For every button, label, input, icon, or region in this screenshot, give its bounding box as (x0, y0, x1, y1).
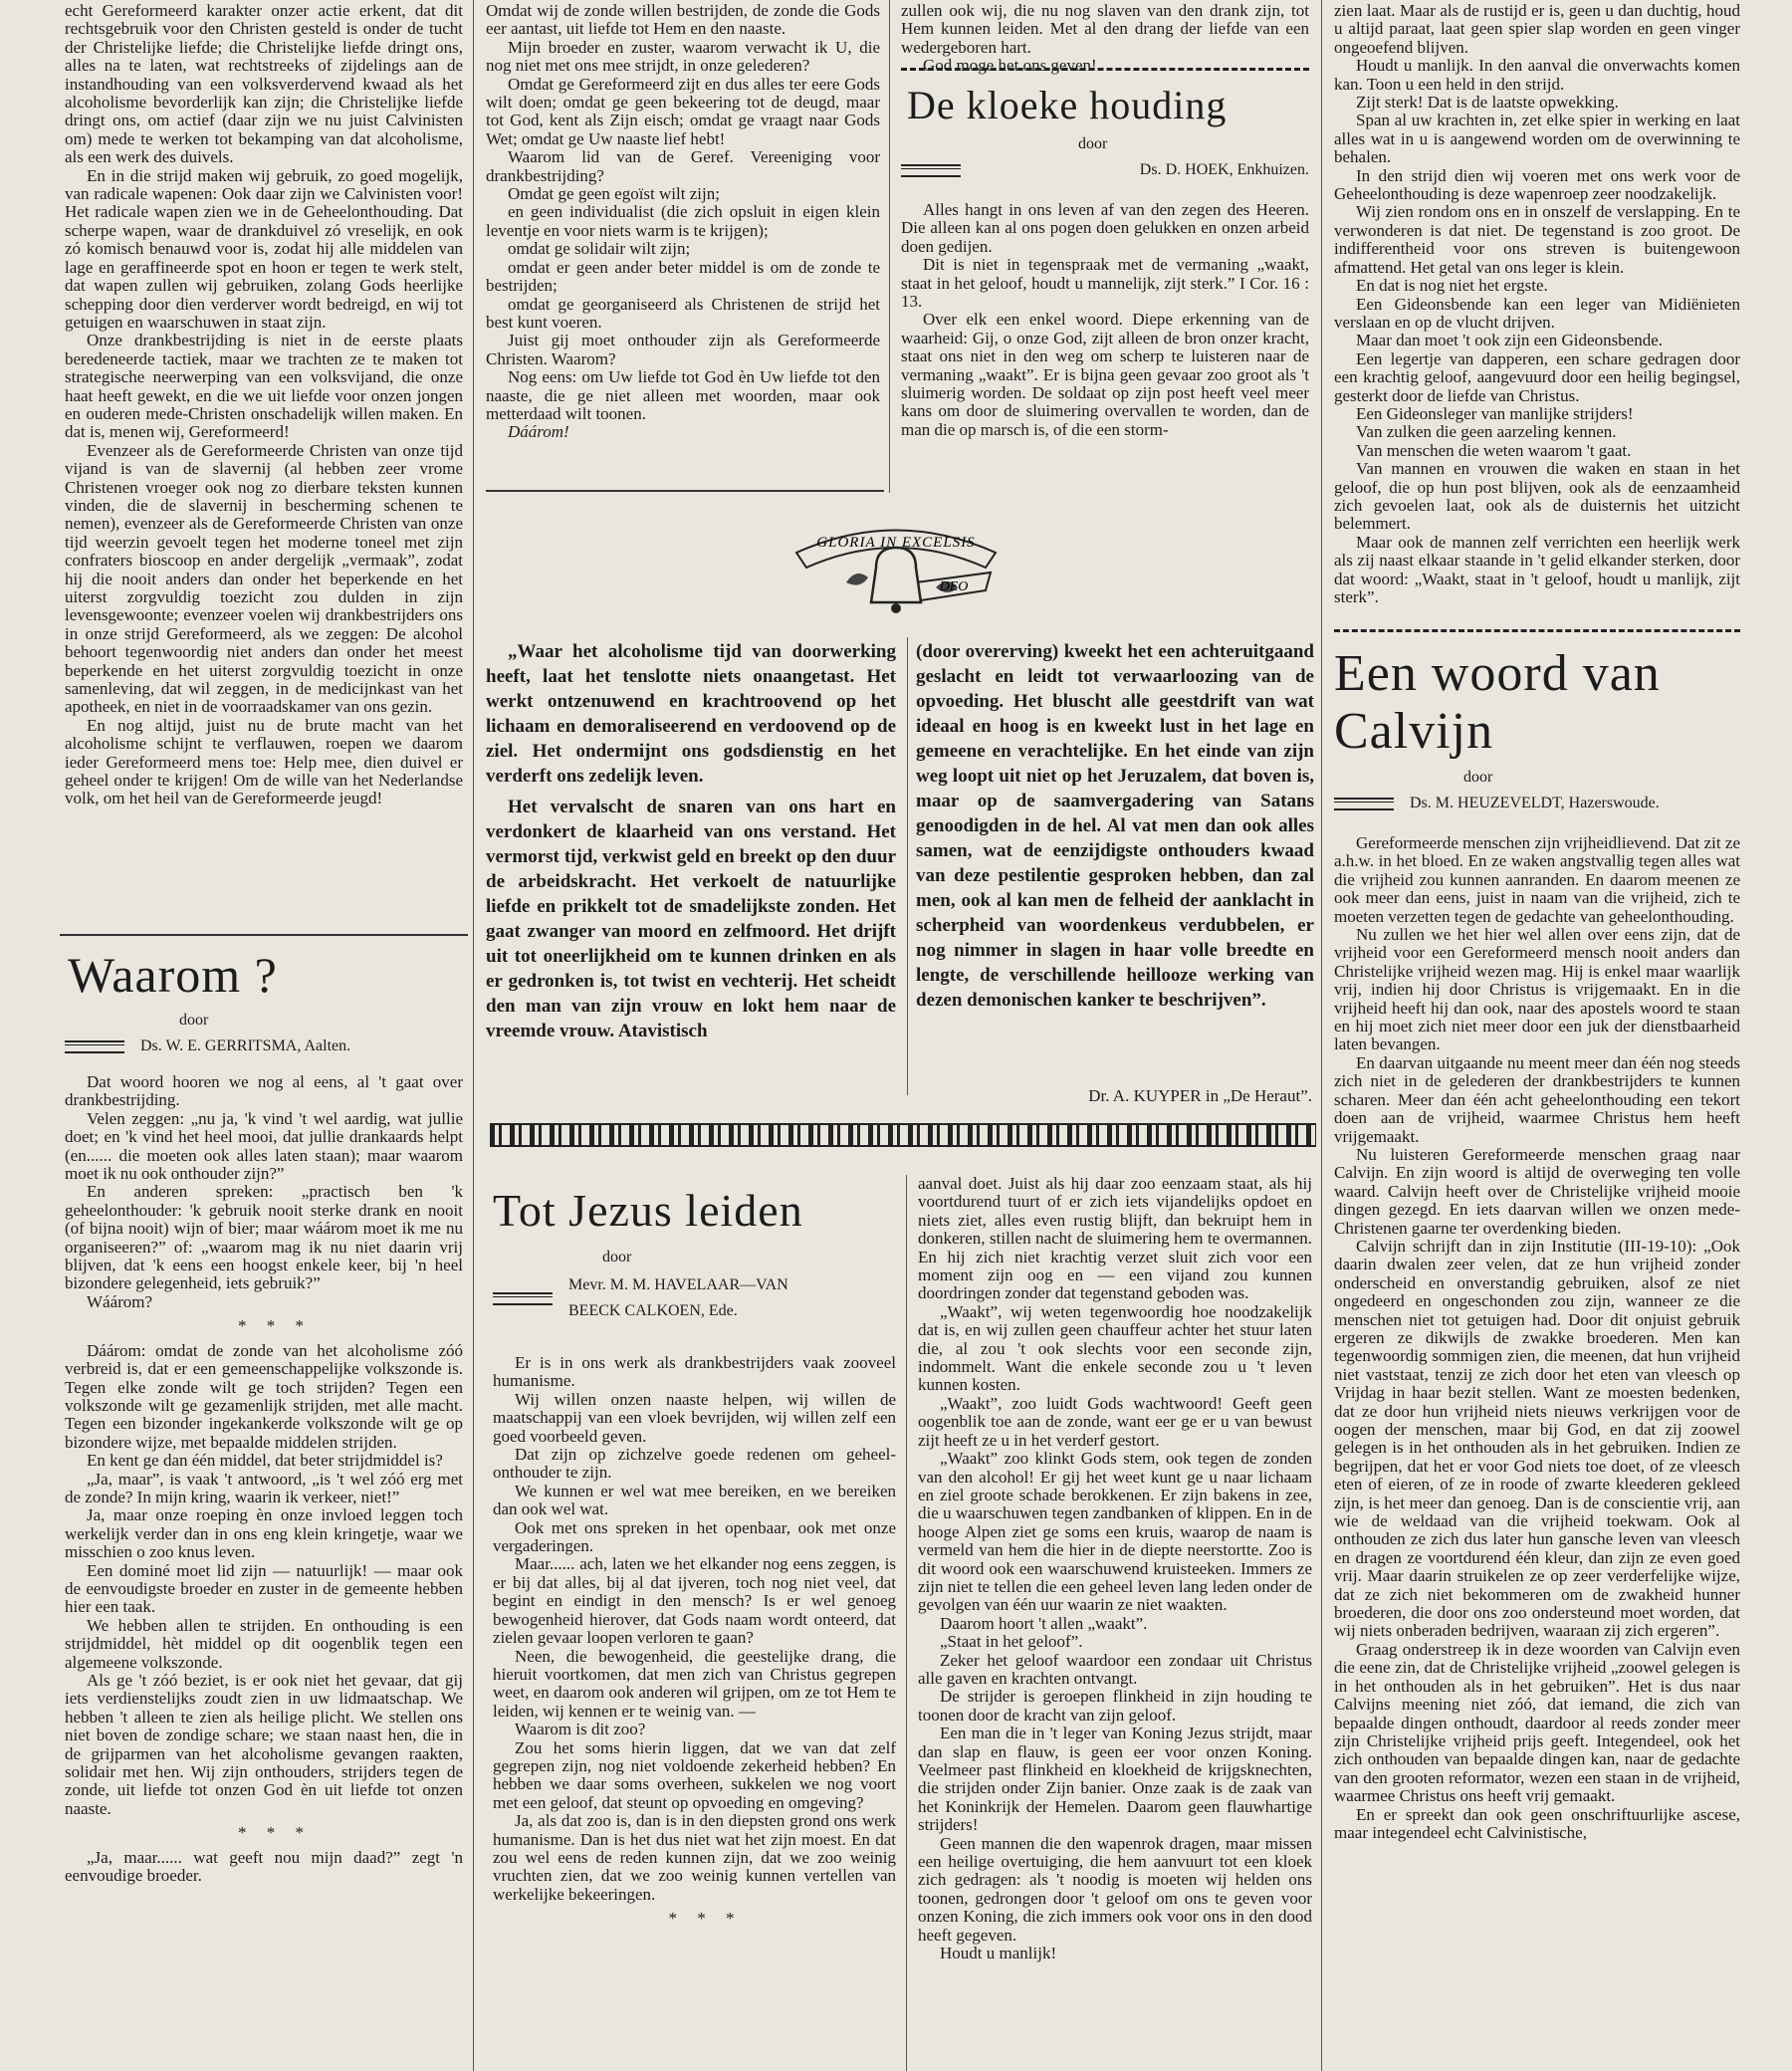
title-line: Calvijn (1334, 703, 1494, 760)
kuyper-quote-left (486, 639, 896, 1092)
paragraph: Omdat wij de zonde willen bestrijden, de zonde die Gods eer aantast, uit liefde tot Hem en den naaste. (486, 1, 880, 39)
paragraph: Het vervalscht de snaren van ons hart en verdonkert de klaarheid van ons verstand. Het vermorst tijd, verkwist geld en breekt op den duur de arbeidskracht. Het verkoelt de natuurlijke liefde en prikkelt tot de smadelijkste zonden. Het gaat zwanger van moord en zelfmoord. Het drijft uit tot oneerlijkheid om te kunnen drinken en als er gedronken is, tot twist en vechterij. Het scheidt den man van zijn vrouw en lokt hem naar de vreemde vrouw. Atavistisch (486, 797, 896, 1041)
paragraph: zien laat. Maar als de rustijd er is, geen u dan duchtig, houd u altijd paraat, laat geen spier slap worden en geen vinger ongeoefend blijven. (1334, 1, 1740, 57)
paragraph: Wij willen onzen naaste helpen, wij willen de maatschappij van een vloek bevrijden, wij willen zelf een goed voorbeeld geven. (493, 1389, 896, 1446)
paragraph: Nu luisteren Gereformeerde menschen graag naar Calvijn. En zijn woord is altijd de overweging ten volle waard. Calvijn heeft over de Christelijke vrijheid mooie dingen gezegd. En iets daarvan willen we onzen mede-Christenen gaarne ter overdenking bieden. (1334, 1144, 1740, 1238)
paragraph: „Staat in het geloof”. (940, 1632, 1083, 1652)
paragraph: We kunnen er wel wat mee bereiken, en we bereiken dan ook wel wat. (493, 1481, 896, 1519)
byline-door: door (1078, 135, 1108, 152)
paragraph: Dat woord hooren we nog al eens, al 't gaat over drankbestrijding. (65, 1072, 463, 1110)
paragraph: Er is in ons werk als drankbestrijders vaak zooveel humanisme. (493, 1353, 896, 1391)
paragraph: „Ja, maar”, is vaak 't antwoord, „is 't wel zóó erg met de zonde? In mijn kring, waarin ik verkeer, niet!” (65, 1469, 463, 1506)
paragraph: Dáárom: omdat de zonde van het alcoholisme zóó verbreid is, dat er een gemeenschappelijke volkszonde is. Tegen elke zonde wilt ge toch strijden? Tegen een volkszonde wilt ge gezamenlijk strijden, met alle macht. Tegen een bizonder ingekankerde volkszonde wilt ge op bizondere wijze, met bepaalde middelen strijden. (65, 1340, 463, 1452)
paragraph: Span al uw krachten in, zet elke spier in werking en laat alles wat in u is aangewend worden om de overwinning te behalen. (1334, 111, 1740, 167)
column-divider (889, 0, 890, 493)
section-stars: * * * (668, 1909, 743, 1929)
paragraph: (door overerving) kweekt het een achteruitgaand geslacht en leidt tot verwaarloozing van de opvoeding. Het bluscht alle geestdrift van wat ideaal en hoog is en kweekt lust in het lage en gemeene en verachtelijke. En het einde van zijn weg loopt uit niet op het Jeruzalem, dat boven is, maar op de saamvergadering van Satans genoodigden in de hel. Al vat men dan ook alles samen, wat de eenzijdigste onthouders kwaad van deze pestilentie gesproken hebben, dan zal men, ook al kan men de felheid der aanklacht in scherpheid van woordenkeus verdubbelen, er nog nimmer in slagen in haar volle breedte en lengte, de verschillende heillooze werking van dezen demonischen kanker te beschrijven”. (916, 641, 1314, 1011)
article-title: Tot Jezus leiden (493, 1185, 803, 1236)
paragraph: „Ja, maar...... wat geeft nou mijn daad?” zegt 'n eenvoudige broeder. (65, 1847, 463, 1886)
gloria-bell-emblem (786, 513, 1006, 632)
paragraph: Van zulken die geen aarzeling kennen. (1356, 422, 1617, 442)
paragraph: Geen mannen die den wapenrok dragen, maar missen een heilige overtuiging, die hem aanvuurt tot een kloek zich gedragen: als 't noodig is moeten wij helden ons toonen, gedrongen door 't geloof om ons te geven voor onzen Koning, die zich immers ook voor ons in den dood heeft gegeven. (918, 1833, 1312, 1945)
section-rule (60, 934, 468, 936)
byline-rule (493, 1292, 553, 1305)
paragraph: En in die strijd maken wij gebruik, zo goed mogelijk, van radicale wapenen: Ook daar zijn we Calvinisten voor! Het radicale wapen zien we in de Geheelonthouding. Dat scherpe wapen, waar de drankduivel zó vreselijk, en ook zó komisch benauwd voor is, zodat hij alle middelen van lage en geraffineerde spot en hoon er tegen te werk stelt, dat wapen zullen wij gebruiken, zolang Gods heerlijke schepping door dien verderver wordt bedreigd, en wij tot getuigen en waarschuwen in staat zijn. (65, 165, 463, 332)
paragraph: zullen ook wij, die nu nog slaven van den drank zijn, tot Hem kunnen leiden. Met al den drang der liefde van een wedergeboren hart. (901, 1, 1309, 57)
paragraph: Waarom is dit zoo? (515, 1720, 646, 1739)
paragraph: Houdt u manlijk! (940, 1944, 1057, 1963)
column-divider (907, 637, 908, 1095)
paragraph: aanval doet. Juist als hij daar zoo eenzaam staat, als hij voortdurend tuurt of er zich iets vijandelijks opdoet en niets ziet, alles even rustig blijft, dan bekruipt hem in donkeren, stillen nacht de sluimering hem te overmannen. En hij zich niet krachtig verzet sluit zich voor een moment zijn oog en — een vijand zou kunnen doordringen zonder dat tegenstand geboden was. (918, 1174, 1312, 1303)
column-divider (1321, 0, 1322, 2071)
paragraph: Ook met ons spreken in het openbaar, ook met onze vergaderingen. (493, 1517, 896, 1556)
paragraph: Een legertje van dapperen, een schare gedragen door een krachtig geloof, aangevuurd door een heilig begingsel, gesterkt door de liefde van Christus. (1334, 348, 1740, 405)
article-tot-jezus-leiden (493, 1175, 896, 2071)
author: Ds. W. E. GERRITSMA, Aalten. (140, 1037, 351, 1054)
byline (493, 1272, 896, 1324)
paragraph: Omdat ge geen egoïst wilt zijn; (508, 184, 720, 204)
paragraph: Over elk een enkel woord. Diepe erkenning van de waarheid: Gij, o onze God, zijt alleen de bron onzer kracht, staat ons niet in den weg om scherp te luisteren naar de vermaning „waakt”. Er is bijna geen gevaar zoo groot als 't sluimerig worden. De soldaat op zijn post heeft veel meer kans om door de sluimering overvallen te worden, dan de man die op marsch is, of die een storm- (901, 310, 1309, 439)
paragraph: Alles hangt in ons leven af van den zegen des Heeren. Die alleen kan al ons pogen doen gelukken en onzen arbeid doen gedijen. (901, 200, 1309, 256)
paragraph: „Waakt” zoo klinkt Gods stem, ook tegen de zonden van den alcohol! Er gij het weet kunt ge u naar lichaam en ziel groote schade berokkenen. Er zijn bakens in zee, die u waarschuwen tegen zandbanken of klippen. En in de hooge Alpen ziet ge soms een kruis, waarop de naam is vermeld van hem die hier in de diepte neerstortte. Zoo is dit woord ook een waarschuwend kruisteeken. Immers ze zijn niet te tellen die een geheel leven lang leden onder de gevolgen van één uur waarin ze niet waakten. (918, 1449, 1312, 1615)
paragraph: Als ge 't zóó beziet, is er ook niet het gevaar, dat gij iets verdienstelijks zoudt zien in uw lidmaatschap. We hebben 't alleen te zien als heilige plicht. We stellen ons niet boven de zondige schare; we staan naast hen, die in de grijparmen van het alcoholisme gevangen raakten, solidair met hen. Wij zijn onthouders, strijders tegen de zonde, uit liefde tot onzen God èn uit liefde tot onzen naaste. (65, 1671, 463, 1818)
paragraph: „Waakt”, wij weten tegenwoordig hoe noodzakelijk dat is, en wij zullen geen chauffeur achter het stuur laten die, al zou 't ook slechts voor een seconde zijn, indommelt. Want die enkele seconde zou u 't leven kunnen kosten. (918, 1301, 1312, 1395)
paragraph: En er spreekt dan ook geen onschriftuurlijke ascese, maar integendeel echt Calvinistische, (1334, 1804, 1740, 1842)
byline-door: door (1463, 769, 1493, 786)
bell-icon (871, 548, 921, 602)
author-line: Mevr. M. M. HAVELAAR—VAN (568, 1276, 788, 1293)
paragraph: Dat zijn op zichzelve goede redenen om geheel-onthouder te zijn. (493, 1445, 896, 1483)
article-waarom (65, 944, 463, 2064)
paragraph: Evenzeer als de Gereformeerde Christen van onze tijd vijand is van de slavernij (al hebben zeer vrome Christenen vroeger ook nog zo dierbare teksten kunnen vinden, die de slavernij in bescherming schenen te nemen), evenzeer als de Gereformeerde Christen van onze tijd weerzin gevoelt tegen het moderne toneel met zijn confraters bioscoop en ander dergelijk „vermaak”, zodat hij die nooit anders dan onder het beperkende en het uiterst zorgvuldig toezicht zou dulden in zijn levensgewoonte; evenzeer voelen wij drankbestrijders ons in onze strijd Gereformeerd, als we zeggen: De alcohol behoort tegenwoordig niet anders dan onder het meest beperkende en het uiterst zorgvuldig toezicht in onze samenleving, dat wil zeggen, in de medicijnkast van het apotheek, en niet in de voorraadskamer van ons gezin. (65, 440, 463, 717)
paragraph: Velen zeggen: „nu ja, 'k vind 't wel aardig, wat jullie doet; en 'k vind het heel mooi, dat jullie drankaards helpt (en...... die moeten ook alles laten staan); maar waarom moet ik nu ook onthouder zijn?” (65, 1108, 463, 1184)
article-continuation-col2 (486, 2, 880, 478)
paragraph: Een man die in 't leger van Koning Jezus strijdt, maar dan slap en flauw, is geen eer voor onzen Koning. Veelmeer past flinkheid en kloekheid de krijgsknechten, die strijden onder Zijn banier. Onze zaak is de zaak van het Koninkrijk der Hemelen. Daarom geen flauwhartige strijders! (918, 1724, 1312, 1835)
column-divider (473, 0, 474, 2071)
paragraph: Zeker het geloof waardoor een zondaar uit Christus alle gaven en krachten ontvangt. (918, 1650, 1312, 1688)
paragraph: Houdt u manlijk. In den aanval die onverwachts komen kan. Toon u een held in den strijd. (1334, 56, 1740, 94)
paragraph: Nog eens: om Uw liefde tot God èn Uw liefde tot den naaste, die ge niet alleen met woorden, maar ook metterdaad wilt toonen. (486, 367, 880, 423)
kuyper-attribution: Dr. A. KUYPER in „De Heraut”. (1088, 1086, 1312, 1105)
paragraph: Maar ook de mannen zelf verrichten een heerlijk werk als zij naast elkaar staande in 't gelid elkander sterken, door dat woord: „Waakt, staat in 't geloof, houdt u manlijk, zijt sterk”. (1334, 532, 1740, 606)
author: Ds. M. HEUZEVELDT, Hazerswoude. (1410, 795, 1660, 811)
emblem-text-top: GLORIA IN EXCELSIS (816, 535, 976, 551)
paragraph: Mijn broeder en zuster, waarom verwacht ik U, die nog niet met ons mee strijdt, in onze gelederen? (486, 37, 880, 76)
paragraph: echt Gereformeerd karakter onzer actie erkent, dat dit rechtsgebruik voor den Christen gesteld is onder de tucht der Christelijke liefde; die Christelijke liefde dringt ons, alles na te laten, wat rechtstreeks of zijdelings aan de instandhouding van een volksverdervend kwaad als het alcoholisme bevorderlijk kan zijn; die Christelijke liefde dringt ons, om actief (daar zijn we nu juist Calvinisten om) mede te werken tot bekamping van dat alcoholisme, als een werk des duivels. (65, 1, 463, 167)
article-title: De kloeke houding (907, 83, 1228, 127)
article-continuation-col1 (65, 2, 463, 923)
paragraph: Een Gideonsbende kan een leger van Midiënieten verslaan en op de vlucht drijven. (1334, 294, 1740, 332)
bell-clapper (891, 603, 901, 613)
paragraph: Dáárom! (508, 422, 569, 442)
paragraph: Wáárom? (87, 1291, 153, 1311)
paragraph: En daarvan uitgaande nu meent meer dan één nog steeds zich niet in de gelederen der drankbestrijders te kunnen scharen. Meer dan één acht geheelonthouding een tekort doen aan de vrijheid, waarmee Christus hem heeft vrijgemaakt. (1334, 1052, 1740, 1146)
paragraph: Maar...... ach, laten we het elkander nog eens zeggen, is er bij dat alles, bij al dat ijveren, toch nog niet veel, dat begint en eindigt in den mensch? Is er wel genoeg bewogenheid hierover, dat Gods naam wordt onteerd, dat zielen gevaar loopen verloren te gaan? (493, 1554, 896, 1648)
paragraph: omdat ge solidair wilt zijn; (508, 239, 691, 259)
paragraph: Ja, maar onze roeping èn onze invloed leggen toch werkelijk verder dan in ons eng klein kringetje, waar we misschien o zoo knus leven. (65, 1505, 463, 1562)
article-body (493, 1354, 896, 2031)
paragraph: Zou het soms hierin liggen, dat we van dat zelf gegrepen zijn, nog niet voldoende zekerheid hebben? En hebben we daar soms overheen, sukkelen we nog voort met een geloof, dat steunt op opvoeding en omgeving? (493, 1737, 896, 1812)
paragraph: Graag onderstreep ik in deze woorden van Calvijn even die eene zin, dat de Christelijke vrijheid „zoowel gelegen is in het onthouden als in het gebruiken”. Het is dus naar Calvijns meening niet zóó, dat iemand, die zich van bepaalde dingen onthoudt, daardoor al reeds zonder meer zijn Christelijke vrijheid prijs geeft. Integendeel, ook het zich onthouden van bepaalde dingen kan, naar de gedachte van den grooten reformator, wezen een staan in de vrijheid, waarmee Christus ons heeft vrij gemaakt. (1334, 1639, 1740, 1806)
section-rule (901, 68, 1309, 71)
author (568, 1272, 788, 1324)
paragraph: Zijt sterk! Dat is de laatste opwekking. (1356, 93, 1619, 113)
holly-border (490, 1123, 1316, 1147)
article-continuation-kloeke (918, 1175, 1312, 2066)
paragraph: God moge het ons geven! (923, 56, 1097, 76)
paragraph: Omdat ge Gereformeerd zijt en dus alles ter eere Gods wilt doen; omdat ge geen bekeering tot de deugd, maar tot God, kent als Zijn eisch; omdat ge vraagt naar Gods Wet; omdat ge Uw naaste lief hebt! (486, 74, 880, 148)
paragraph: Maar dan moet 't ook zijn een Gideonsbende. (1356, 331, 1664, 350)
byline-door: door (179, 1012, 209, 1029)
paragraph: en geen individualist (die zich opsluit in eigen klein leventje en voor niets warm is te krijgen); (486, 202, 880, 240)
paragraph: Daarom hoort 't allen „waakt”. (940, 1613, 1148, 1633)
byline-door: door (602, 1249, 632, 1266)
paragraph: Onze drankbestrijding is niet in de eerste plaats beredeneerde tactiek, maar we trachten ze te maken tot strategische neerwerping van een volksvijand, die onze haat heeft gewekt, en die we uit liefde voor onzen jongen en ouderen mede-Christen onschadelijk willen maken. En dat is, menen wij, Gereformeerd! (65, 331, 463, 442)
article-continuation-col4 (1334, 2, 1740, 614)
section-stars: * * * (238, 1316, 312, 1336)
paragraph: Gereformeerde menschen zijn vrijheidlievend. Dat zit ze a.h.w. in het bloed. En ze waken angstvallig tegen alles wat die vrijheid zou kunnen aanranden. En daarom meenen ze ook meer dan eens, juist in naam van die vrijheid, zich te moeten verzetten tegen de gedachte van geheelonthouding. (1334, 833, 1740, 926)
paragraph: Ja, als dat zoo is, dan is in den diepsten grond ons werk humanisme. Dan is het dus niet wat het zijn moest. En dat zou wel eens de reden kunnen zijn, dat we zoo weinig vruchten zien, dat we zoo weinig kunnen vertellen van werkelijke bekeeringen. (493, 1811, 896, 1904)
paragraph: Dit is niet in tegenspraak met de vermaning „waakt, staat in het geloof, houdt u mannelijk, zijt sterk.” I Cor. 16 : 13. (901, 255, 1309, 312)
paragraph: En kent ge dan één middel, dat beter strijdmiddel is? (87, 1451, 443, 1471)
article-body (65, 1073, 463, 2029)
paragraph: Juist gij moet onthouder zijn als Gereformeerde Christen. Waarom? (486, 331, 880, 368)
paragraph: Van menschen die weten waarom 't gaat. (1356, 440, 1632, 460)
paragraph: Nu zullen we het hier wel allen over eens zijn, dat de vrijheid voor een Gereformeerd mensch nooit anders dan Christelijke vrijheid wezen mag. Hij is enkel maar waarlijk vrij, indien hij door Christus is vrijgemaakt. En in die vrijheid heeft hij dan ook, naar des apostels woord te staan en hij moet zich niet meer door een juk der dienstbaarheid laten bevangen. (1334, 925, 1740, 1054)
author-line: BEECK CALKOEN, Ede. (568, 1302, 738, 1319)
emblem-text-bottom: DEO (939, 579, 969, 594)
title-line: Een woord van (1334, 645, 1661, 702)
article-body (1334, 834, 1740, 2019)
paragraph: En anderen spreken: „practisch ben 'k geheelonthouder: 'k gebruik nooit sterke drank en nooit (of bijna nooit) wijn of bier; maar wáárom moet ik me nu organiseeren?” of: „waarom mag ik nu niet daarin vrij blijven, dat 'k eens een hoogst enkele keer, bij 'n heel bizondere gelegenheid, iets gebruik?” (65, 1182, 463, 1293)
article-calvijn (1334, 645, 1740, 2069)
byline (901, 161, 1309, 179)
paragraph: „Waakt”, zoo luidt Gods wachtwoord! Geeft geen oogenblik toe aan de zonde, want eer ge er u van bewust zijt heeft ze u in het verderf gestort. (918, 1393, 1312, 1450)
article-kloeke-houding (901, 80, 1309, 488)
byline-rule (901, 164, 961, 177)
paragraph: Wij zien rondom ons en in onszelf de verslapping. En te verwonderen is dat niet. De tegenstand is zoo groot. De indifferentheid voor ons streven is buitengewoon afmattend. Het getal van ons leger is klein. (1334, 202, 1740, 277)
section-rule (1334, 629, 1740, 632)
paragraph: omdat er geen ander beter middel is om de zonde te bestrijden; (486, 257, 880, 296)
byline-rule (1334, 798, 1394, 810)
paragraph: We hebben allen te strijden. En onthouding is een strijdmiddel, hèt middel op dit oogenblik tegen een algemeene volkszonde. (65, 1615, 463, 1672)
article-body (901, 201, 1309, 460)
paragraph: Calvijn schrijft dan in zijn Institutie (III-19-10): „Ook daarin dwalen zeer velen, dat ze hun vrijheid zonder onderscheid en onverstandig gebruiken, alsof ze niet ongedeerd en ongeschonden zou zijn, wanneer ze die menschen niet tot getuigen had. Door dit onjuist gebruik ergeren ze dikwijls de zwakke broederen. Men kan tegenwoordig sommigen zien, die meenen, dat hun vrijheid niet vaststaat, tenzij ze zich door het eten van vleesch op Vrijdag in haar bezit stellen. Want ze moesten bedenken, dat ze door hun vrijheid niets nieuws verkrijgen voor de oogen der menschen, maar bij God, en dat zij zoowel gelegen is in het onthouden als in het gebruiken. Indien ze begrijpen, dat het er voor God niets toe doet, of ze vleesch eten of eieren, of ze in roode of zwarte kleederen gekleed zijn, is het meer dan genoeg. Dan is de conscientie vrij, aan wie de weldaad van die vrijheid toekwam. Ook al onthouden ze zich dus later hun gansche leven van vleesch en dragen ze voortdurend één kleur, dan zijn ze even goed vrij. Maar daarin struikelen ze op zeer verderfelijke wijze, dat ze zich niet bekommeren om de zwakheid hunner broederen, die door ons zoo ondersteund moet worden, dat wij niets onberaden bedrijven, waaraan zij zich ergeren”. (1334, 1236, 1740, 1641)
paragraph: De strijder is geroepen flinkheid in zijn houding te toonen door de kracht van zijn geloof. (918, 1687, 1312, 1725)
paragraph: Neen, die bewogenheid, die geestelijke drang, die hieruit voortkomen, dat men zich van Christus gegrepen weet, en daarom ook anderen wil grijpen, om ze tot Hem te leiden, wij kennen er te weinig van. — (493, 1646, 896, 1721)
paragraph: In den strijd dien wij voeren met ons werk voor de Geheelonthouding is deze wapenroep zeer noodzakelijk. (1334, 165, 1740, 204)
byline-rule (65, 1040, 124, 1053)
article-title: Waarom ? (68, 947, 278, 1003)
paragraph: Een dominé moet lid zijn — natuurlijk! — maar ook de eenvoudigste broeder en zuster in de gemeente hebben hier een taak. (65, 1560, 463, 1617)
section-rule (486, 490, 884, 492)
paragraph: „Waar het alcoholisme tijd van doorwerking heeft, laat het tenslotte niets onaangetast. Het werkt ontzenuwend en krachtroovend op het lichaam en demoraliseerend en verdoovend op de ziel. Het ondermijnt ons godsdienstig en het verderft ons zedelijk leven. (486, 641, 896, 787)
paragraph: En dat is nog niet het ergste. (1356, 276, 1548, 296)
column-divider (906, 1175, 907, 2071)
paragraph: omdat ge georganiseerd als Christenen de strijd het best kunt voeren. (486, 294, 880, 332)
article-continuation-col3 (901, 1, 1309, 76)
paragraph: Een Gideonsleger van manlijke strijders! (1356, 403, 1634, 423)
byline (1334, 795, 1740, 812)
kuyper-quote-right (916, 639, 1314, 1057)
paragraph: Van mannen en vrouwen die waken en staan in het geloof, die op hun post blijven, ook als de eenzaamheid zich gevoelen laat, ook als de duisternis het uitzicht belemmert. (1334, 459, 1740, 534)
section-stars: * * * (238, 1823, 312, 1843)
byline (65, 1037, 463, 1055)
author: Ds. D. HOEK, Enkhuizen. (1139, 161, 1309, 178)
paragraph: En nog altijd, juist nu de brute macht van het alcoholisme schijnt te verflauwen, roepen we daarom ieder Gereformeerd mens toe: Help mee, dien duivel er geheel onder te krijgen! Om de wille van het Nederlandse volk, om het heil van de Gereformeerde jeugd! (65, 715, 463, 808)
article-title (1334, 645, 1740, 761)
paragraph: Waarom lid van de Geref. Vereeniging voor drankbestrijding? (486, 147, 880, 185)
